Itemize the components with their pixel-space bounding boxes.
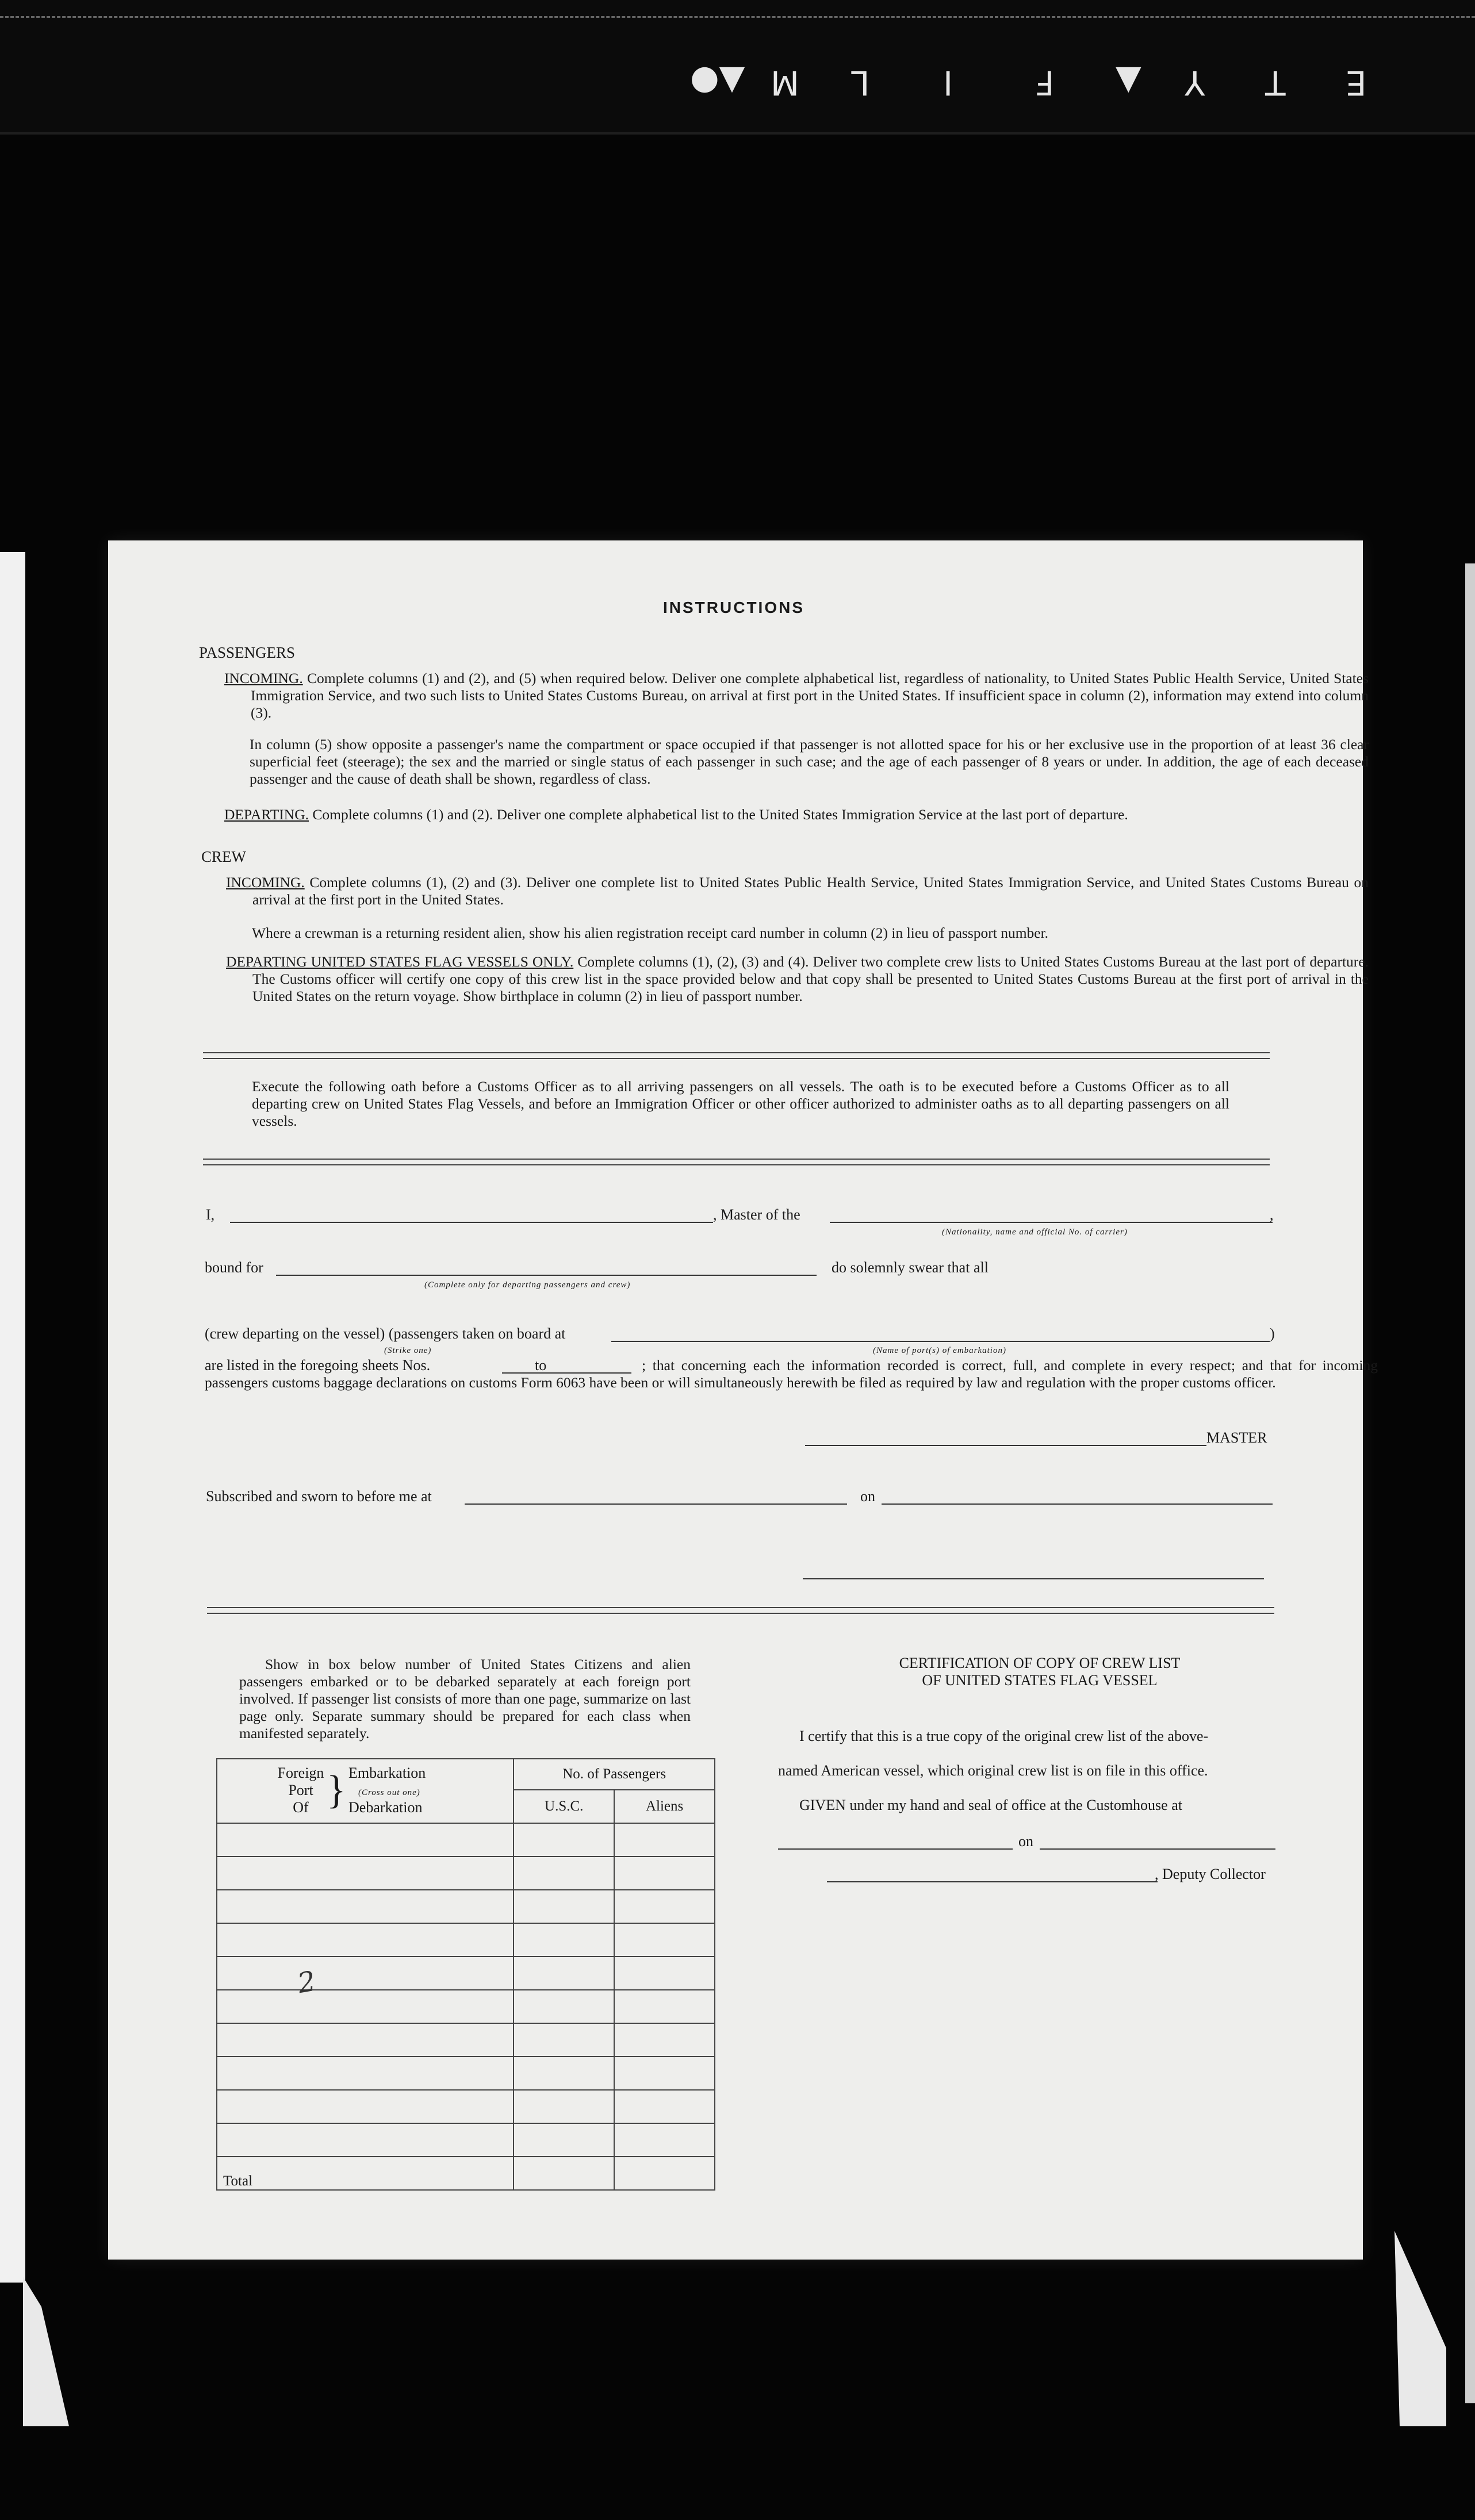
to-label: to	[535, 1357, 547, 1374]
crew-resident-paragraph: Where a crewman is a returning resident alien, show his alien registration receipt card number in column (2) in lieu of passport number.	[252, 925, 1049, 941]
film-mark: T	[1265, 63, 1286, 102]
port-cell[interactable]	[217, 1857, 514, 1890]
listed-sheets-text: ; that concerning each the information recorded is correct, full, and complete in every respect; and that for incoming passengers customs baggage declarations on customs Form 6063 have been or will simultaneously herewith be filed as required by law and regulation with the proper customs officer.	[205, 1357, 1378, 1391]
film-mark: I	[943, 63, 953, 102]
aliens-cell[interactable]	[614, 2123, 715, 2157]
bound-for-field[interactable]	[276, 1275, 817, 1276]
summary-instructions: Show in box below number of United States Citizens and alien passengers embarked or to be debarked separately at each foreign port involved. If passenger list consists of more than one page, summarize on last page only. Separate summary should be prepared for each class when manifested separately.	[239, 1656, 691, 1742]
passengers-incoming-text: Complete columns (1) and (2), and (5) when required below. Deliver one complete alphabetical list, regardless of nationality, to United States Public Health Service, United States Immigration Service, and two such lists to United States Customs Bureau, on arrival at first port in the United States. If insufficient space in column (2), information may extend into column (3).	[251, 670, 1369, 721]
passengers-departing-paragraph	[224, 806, 1369, 823]
usc-cell[interactable]	[514, 1990, 614, 2023]
crew-incoming-label: INCOMING.	[226, 874, 305, 891]
port-note: (Name of port(s) of embarkation)	[873, 1346, 1006, 1355]
port-cell[interactable]	[217, 2057, 514, 2090]
usc-cell[interactable]	[514, 1957, 614, 1990]
certification-title-line2: OF UNITED STATES FLAG VESSEL	[922, 1672, 1158, 1689]
given-text: GIVEN under my hand and seal of office at the Customhouse at	[799, 1797, 1182, 1813]
port-cell[interactable]	[217, 2090, 514, 2123]
passengers-incoming-paragraph	[224, 670, 1369, 722]
film-mark: ▲●	[690, 63, 745, 102]
debarkation-label: Debarkation	[348, 1799, 423, 1816]
of-label: Of	[293, 1799, 309, 1816]
subscribed-label: Subscribed and sworn to before me at	[206, 1488, 432, 1505]
adjacent-page-edge-left	[0, 552, 25, 2283]
paper-scrap-right	[1394, 2231, 1446, 2426]
crew-incoming-paragraph	[226, 874, 1369, 908]
foreign-label: Foreign	[277, 1765, 324, 1781]
port-cell[interactable]	[217, 1823, 514, 1857]
passengers-column5-paragraph: In column (5) show opposite a passenger's name the compartment or space occupied if that passenger is not allotted space for his or her exclusive use in the proportion of at least 36 clear superficial feet (steerage); the sex and the married or single status of each passenger in such case; and the age of each passenger of 8 years or under. In addition, the age of each deceased passenger and the cause of death shall be shown, regardless of class.	[250, 736, 1369, 787]
adjacent-page-edge-right	[1465, 563, 1475, 2403]
passenger-summary-table	[216, 1758, 715, 2191]
brace: }	[327, 1768, 346, 1812]
aliens-header: Aliens	[614, 1790, 715, 1823]
oath-i-label: I,	[206, 1206, 215, 1223]
oath-instructions: Execute the following oath before a Customs Officer as to all arriving passengers on all vessels. The oath is to be executed before a Customs Officer as to all departing crew on United States Flag Vessels, and before an Immigration Officer or other officer authorized to administer oaths as to all departing passengers on all vessels.	[252, 1078, 1229, 1129]
port-cell[interactable]	[217, 2023, 514, 2057]
deputy-signature-field[interactable]	[827, 1881, 1158, 1882]
usc-cell[interactable]	[514, 1890, 614, 1923]
port-cell[interactable]	[217, 1957, 514, 1990]
section-divider	[203, 1052, 1270, 1059]
handwritten-mark: 2	[295, 1965, 319, 2000]
film-mark: E	[1346, 63, 1367, 102]
port-cell[interactable]	[217, 1923, 514, 1957]
table-row[interactable]	[217, 2090, 715, 2123]
aliens-cell[interactable]	[614, 1923, 715, 1957]
form-page	[108, 540, 1378, 2260]
certification-title-line1: CERTIFICATION OF COPY OF CREW LIST	[899, 1655, 1181, 1671]
table-row[interactable]	[217, 1823, 715, 1857]
crew-incoming-text: Complete columns (1), (2) and (3). Deliver one complete list to United States Public Health Service, United States Immigration Service, and United States Customs Bureau on arrival at the first port in the United States.	[252, 874, 1369, 908]
carrier-note: (Nationality, name and official No. of carrier)	[942, 1228, 1128, 1237]
usc-cell[interactable]	[514, 2123, 614, 2157]
table-row[interactable]	[217, 2023, 715, 2057]
swear-label: do solemnly swear that all	[832, 1259, 989, 1276]
sworn-date-field[interactable]	[882, 1503, 1273, 1505]
on-label: on	[860, 1488, 875, 1505]
embarkation-label: Embarkation	[348, 1765, 426, 1781]
usc-header: U.S.C.	[514, 1790, 614, 1823]
passengers-heading: PASSENGERS	[199, 644, 296, 661]
film-strip	[0, 0, 1475, 135]
film-mark: Y	[1185, 63, 1205, 102]
film-mark: F	[1035, 63, 1055, 102]
aliens-cell[interactable]	[614, 1990, 715, 2023]
usc-cell[interactable]	[514, 1823, 614, 1857]
crew-departing-paragraph	[226, 953, 1369, 1005]
film-mark: ▲	[1116, 63, 1141, 102]
film-marks	[679, 63, 1415, 103]
carrier-field[interactable]	[830, 1222, 1273, 1223]
listed-sheets-label: are listed in the foregoing sheets Nos.	[205, 1357, 431, 1374]
crew-departing-label: DEPARTING UNITED STATES FLAG VESSELS ONLY.	[226, 953, 574, 970]
section-divider	[203, 1159, 1270, 1165]
table-row[interactable]	[217, 1990, 715, 2023]
table-header-row	[217, 1759, 715, 1790]
officer-signature-field[interactable]	[803, 1578, 1264, 1579]
film-mark: L	[851, 63, 870, 102]
aliens-cell[interactable]	[614, 1857, 715, 1890]
sworn-place-field[interactable]	[465, 1503, 847, 1505]
table-row[interactable]	[217, 1890, 715, 1923]
port-cell[interactable]	[217, 2123, 514, 2157]
port-cell[interactable]	[217, 1990, 514, 2023]
usc-cell[interactable]	[514, 2023, 614, 2057]
close-paren: )	[1270, 1325, 1275, 1342]
certification-on-label: on	[1018, 1833, 1033, 1850]
port-cell[interactable]	[217, 1890, 514, 1923]
paper-scrap-left	[23, 2277, 69, 2426]
usc-cell[interactable]	[514, 2090, 614, 2123]
film-perforation	[0, 16, 1475, 21]
master-label: MASTER	[1206, 1429, 1267, 1446]
film-mark: M	[771, 63, 800, 102]
cross-out-note: (Cross out one)	[358, 1788, 420, 1797]
master-signature-field[interactable]	[805, 1445, 1206, 1446]
total-label: Total	[217, 2157, 514, 2190]
aliens-cell[interactable]	[614, 1823, 715, 1857]
aliens-total-cell[interactable]	[614, 2157, 715, 2190]
certify-line1: I certify that this is a true copy of the original crew list of the above-	[799, 1728, 1209, 1744]
port-header-cell	[217, 1759, 514, 1823]
bound-for-label: bound for	[205, 1259, 263, 1276]
passengers-departing-label: DEPARTING.	[224, 806, 309, 823]
master-of-the-label: , Master of the	[713, 1206, 800, 1223]
usc-total-cell[interactable]	[514, 2157, 614, 2190]
table-total-row[interactable]	[217, 2157, 715, 2190]
usc-cell[interactable]	[514, 1923, 614, 1957]
crew-heading: CREW	[201, 848, 246, 865]
customhouse-field[interactable]	[778, 1848, 1013, 1850]
strike-one-note: (Strike one)	[384, 1346, 432, 1355]
usc-cell[interactable]	[514, 2057, 614, 2090]
aliens-cell[interactable]	[614, 1957, 715, 1990]
passengers-incoming-label: INCOMING.	[224, 670, 303, 686]
crew-departing-text: Complete columns (1), (2), (3) and (4). Deliver two complete crew lists to United States Customs Bureau at the last port of departure. The Customs officer will certify one copy of this crew list in the space provided below and that copy shall be presented to United States Customs Bureau at the first port of arrival in the United States on the return voyage. Show birthplace in column (2) in lieu of passport number.	[252, 953, 1369, 1004]
section-divider	[207, 1607, 1274, 1614]
no-passengers-header: No. of Passengers	[514, 1759, 715, 1790]
certify-line2: named American vessel, which original crew list is on file in this office.	[778, 1762, 1208, 1779]
aliens-cell[interactable]	[614, 1890, 715, 1923]
master-name-field[interactable]	[230, 1222, 713, 1223]
table-row[interactable]	[217, 2123, 715, 2157]
crew-departing-label: (crew departing on the vessel) (passengers taken on board at	[205, 1325, 566, 1342]
port-label: Port	[288, 1782, 313, 1798]
table-row[interactable]	[217, 1957, 715, 1990]
passengers-departing-text: Complete columns (1) and (2). Deliver one complete alphabetical list to the United States Immigration Service at the last port of departure.	[312, 806, 1128, 823]
table-row[interactable]	[217, 2057, 715, 2090]
table-row[interactable]	[217, 1923, 715, 1957]
certification-date-field[interactable]	[1040, 1848, 1275, 1850]
deputy-collector-label: , Deputy Collector	[1155, 1866, 1266, 1882]
aliens-cell[interactable]	[614, 2090, 715, 2123]
page-title: INSTRUCTIONS	[663, 599, 804, 616]
departing-note: (Complete only for departing passengers and crew)	[424, 1280, 631, 1290]
aliens-cell[interactable]	[614, 2023, 715, 2057]
comma: ,	[1270, 1206, 1274, 1223]
aliens-cell[interactable]	[614, 2057, 715, 2090]
usc-cell[interactable]	[514, 1857, 614, 1890]
table-row[interactable]	[217, 1857, 715, 1890]
